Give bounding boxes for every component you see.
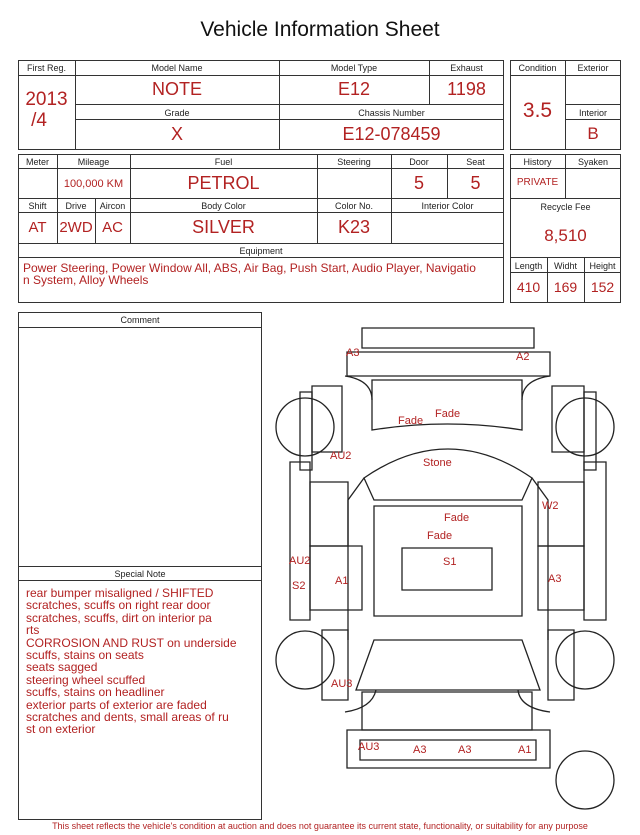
seat-label: Seat xyxy=(466,157,485,167)
damage-mark: A3 xyxy=(346,347,360,359)
fuel-value: PETROL xyxy=(187,173,260,193)
seat-value: 5 xyxy=(470,173,481,193)
special-notes-list xyxy=(26,587,258,736)
syaken-label: Syaken xyxy=(577,157,609,167)
damage-mark: A3 xyxy=(548,573,562,585)
front-bumper-outline xyxy=(362,328,534,348)
grade-label: Grade xyxy=(164,108,190,118)
special-note-item: CORROSION AND RUST on underside xyxy=(26,635,237,650)
recycle-fee-value: 8,510 xyxy=(544,226,587,245)
color-no-label: Color No. xyxy=(334,201,373,211)
history-value: PRIVATE xyxy=(516,177,559,188)
model-name-label: Model Name xyxy=(151,63,203,73)
length-value: 410 xyxy=(516,279,541,295)
left-front-door xyxy=(310,482,348,546)
model-type-value: E12 xyxy=(337,79,371,99)
chassis-label: Chassis Number xyxy=(358,108,425,118)
tailgate-outline xyxy=(362,692,532,730)
shift-value: AT xyxy=(28,219,47,236)
history-label: History xyxy=(523,157,552,167)
car-damage-diagram xyxy=(268,318,624,820)
aircon-label: Aircon xyxy=(99,201,126,211)
door-value: 5 xyxy=(413,173,424,193)
damage-mark: A2 xyxy=(516,351,530,363)
interior-grade: B xyxy=(587,124,599,143)
height-label: Height xyxy=(589,261,616,271)
first-reg-year: 2013 xyxy=(25,89,68,110)
door-label: Door xyxy=(409,157,429,167)
exhaust-value: 1198 xyxy=(447,79,486,99)
body-color-label: Body Color xyxy=(201,201,246,211)
interior-label: Interior xyxy=(578,108,607,118)
first-reg-month: /4 xyxy=(31,110,47,131)
special-note-item: st on exterior xyxy=(26,722,96,737)
drive-label: Drive xyxy=(65,201,87,211)
damage-mark: S1 xyxy=(443,556,457,568)
width-label: Widht xyxy=(553,261,577,271)
special-note-item: seats sagged xyxy=(26,660,98,675)
special-note-label: Special Note xyxy=(114,569,166,579)
damage-mark: W2 xyxy=(542,500,559,512)
special-note-item: scuffs, stains on seats xyxy=(26,648,144,663)
shift-label: Shift xyxy=(28,201,47,211)
front-left-wheel xyxy=(276,398,334,456)
equipment-label: Equipment xyxy=(239,246,283,256)
aircon-value: AC xyxy=(102,219,123,236)
damage-mark: Fade xyxy=(444,512,470,524)
length-label: Length xyxy=(514,261,543,271)
special-note-item: rear bumper misaligned / SHIFTED xyxy=(26,586,214,600)
damage-mark: S2 xyxy=(292,580,306,592)
interior-color-label: Interior Color xyxy=(421,201,474,211)
special-note-item: scratches, scuffs, dirt on interior pa xyxy=(26,610,212,625)
damage-mark: A1 xyxy=(518,744,532,756)
equipment-line-1: Power Steering, Power Window All, ABS, Air Bag, Push Start, Audio Player, Navigatio xyxy=(23,261,476,275)
special-note-item: scratches and dents, small areas of ru xyxy=(26,710,229,725)
hood-outline xyxy=(372,380,522,430)
disclaimer-footer: This sheet reflects the vehicle's condition at auction and does not guarantee its current state, functionality, or suitability for any purpose xyxy=(52,821,588,831)
exhaust-label: Exhaust xyxy=(450,63,483,73)
condition-label: Condition xyxy=(518,63,557,73)
damage-mark: Stone xyxy=(423,457,452,469)
spare-wheel xyxy=(556,751,614,809)
body-color-value: SILVER xyxy=(192,217,255,237)
mileage-label: Mileage xyxy=(77,157,110,167)
model-name-value: NOTE xyxy=(151,79,202,99)
chassis-value: E12-078459 xyxy=(342,124,441,144)
rear-window-outline xyxy=(356,640,540,690)
damage-mark: Fade xyxy=(398,415,424,427)
width-value: 169 xyxy=(553,279,578,295)
damage-mark: AU2 xyxy=(289,555,311,567)
damage-mark: Fade xyxy=(435,408,461,420)
exterior-label: Exterior xyxy=(577,63,609,73)
recycle-fee-label: Recycle Fee xyxy=(540,202,591,212)
meter-label: Meter xyxy=(25,157,49,167)
special-note-item: steering wheel scuffed xyxy=(26,672,146,687)
model-type-label: Model Type xyxy=(330,63,378,73)
comment-label: Comment xyxy=(120,315,160,325)
special-note-item: exterior parts of exterior are faded xyxy=(26,697,207,712)
grade-value: X xyxy=(170,124,183,144)
height-value: 152 xyxy=(590,279,615,295)
right-front-door xyxy=(538,482,584,546)
fuel-label: Fuel xyxy=(214,157,233,167)
special-note-item: scuffs, stains on headliner xyxy=(26,685,165,700)
steering-label: Steering xyxy=(337,157,371,167)
condition-score: 3.5 xyxy=(522,99,553,122)
damage-mark: A3 xyxy=(458,744,472,756)
rear-left-wheel xyxy=(276,631,334,689)
rear-right-wheel xyxy=(556,631,614,689)
first-reg-label: First Reg. xyxy=(26,63,66,73)
special-note-item: scratches, scuffs on right rear door xyxy=(26,598,211,613)
damage-mark: A1 xyxy=(335,575,349,587)
equipment-line-2: n System, Alloy Wheels xyxy=(23,273,149,287)
special-note-item: rts xyxy=(26,623,40,638)
drive-value: 2WD xyxy=(59,219,93,236)
sheet-title: Vehicle Information Sheet xyxy=(200,18,440,41)
front-right-wheel xyxy=(556,398,614,456)
mileage-value: 100,000 KM xyxy=(63,178,124,190)
damage-mark: Fade xyxy=(427,530,453,542)
damage-mark: AU3 xyxy=(331,678,353,690)
damage-mark: A3 xyxy=(413,744,427,756)
damage-mark: AU3 xyxy=(358,741,380,753)
damage-mark: AU2 xyxy=(330,450,352,462)
color-no-value: K23 xyxy=(337,217,371,237)
